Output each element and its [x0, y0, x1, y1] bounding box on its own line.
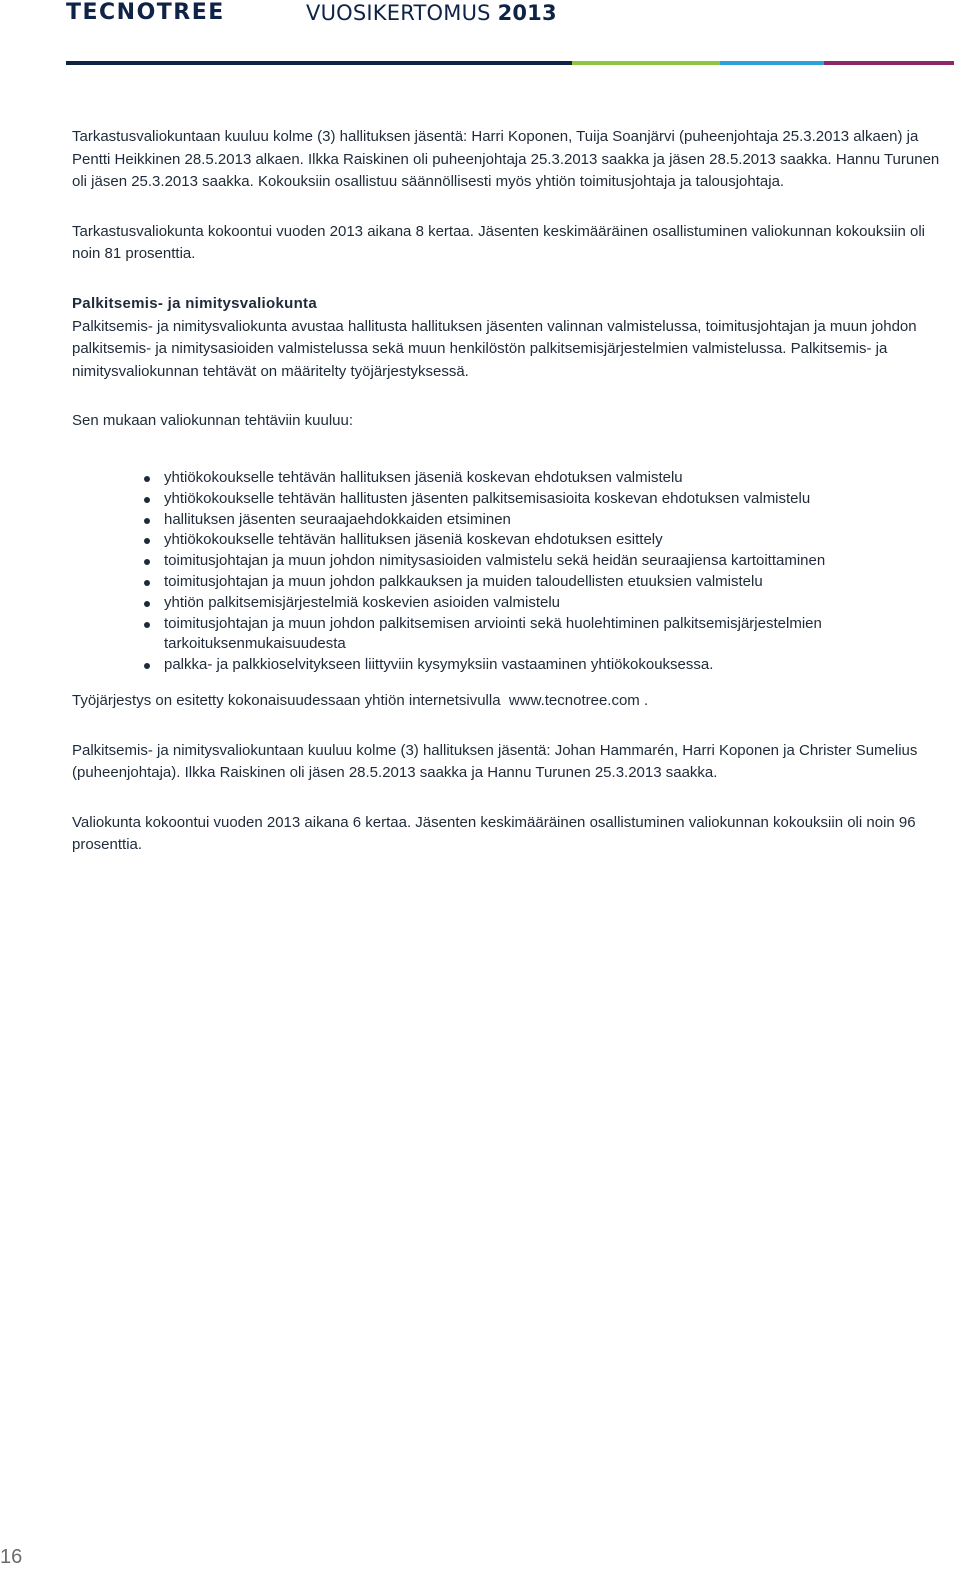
paragraph-rules-of-procedure: [72, 690, 942, 713]
paragraph-remuneration-committee-members: Palkitsemis- ja nimitysvaliokuntaan kuuluu kolme (3) hallituksen jäsentä: Johan Hammarén, Harri Koponen ja Christer Sumelius (puheenjohtaja). Ilkka Raiskinen oli jäsen 28.5.2013 saakka ja Hannu Turunen 25.3.2013 saakka.: [72, 741, 918, 782]
bullet-icon: [144, 559, 150, 565]
header-color-bar: [66, 61, 954, 65]
list-item: [164, 593, 942, 614]
header-bar-green-segment: [572, 61, 720, 65]
rules-text-suffix: .: [643, 691, 649, 709]
bullet-icon: [144, 476, 150, 482]
section-heading: Palkitsemis- ja nimitysvaliokunta: [72, 294, 317, 312]
bullet-icon: [144, 497, 150, 503]
paragraph-remuneration-committee-meetings: Valiokunta kokoontui vuoden 2013 aikana 6 kertaa. Jäsenten keskimääräinen osallistuminen valiokunnan kokouksiin oli noin 96 prosenttia.: [72, 813, 916, 854]
list-item-text: hallituksen jäsenten seuraajaehdokkaiden etsiminen: [164, 510, 511, 528]
list-item: [164, 489, 942, 510]
bullet-icon: [144, 622, 150, 628]
page-header: [66, 0, 954, 70]
list-item: [164, 530, 942, 551]
header-bar-blue-segment: [720, 61, 824, 65]
report-title: [306, 0, 557, 26]
list-item: [164, 572, 942, 593]
main-content: [72, 126, 942, 857]
bullet-icon: [144, 580, 150, 586]
bullet-icon: [144, 518, 150, 524]
list-item: [164, 655, 942, 676]
list-item-text: palkka- ja palkkioselvitykseen liittyviin kysymyksiin vastaaminen yhtiökokouksessa.: [164, 656, 714, 674]
list-item-text: toimitusjohtajan ja muun johdon palkkauksen ja muiden taloudellisten etuuksien valmistelu: [164, 572, 763, 590]
list-item: [164, 510, 942, 531]
report-year: 2013: [497, 1, 557, 25]
report-title-text: VUOSIKERTOMUS: [306, 1, 491, 25]
paragraph-audit-committee-members: Tarkastusvaliokuntaan kuuluu kolme (3) hallituksen jäsentä: Harri Koponen, Tuija Soanjärvi (puheenjohtaja 25.3.2013 alkaen) ja Pentti Heikkinen 28.5.2013 alkaen. Ilkka Raiskinen oli puheenjohtaja 25.3.2013 saakka ja jäsen 28.5.2013 saakka. Hannu Turunen oli jäsen 25.3.2013 saakka. Kokouksiin osallistuu säännöllisesti myös yhtiön toimitusjohtaja ja talousjohtaja.: [72, 128, 940, 191]
paragraph-audit-committee-meetings: Tarkastusvaliokunta kokoontui vuoden 2013 aikana 8 kertaa. Jäsenten keskimääräinen osallistuminen valiokunnan kokouksiin oli noin 81 prosenttia.: [72, 222, 926, 263]
header-bar-navy-segment: [66, 61, 572, 65]
duties-list: [72, 468, 942, 676]
list-item-text: yhtiökokoukselle tehtävän hallitusten jäsenten palkitsemisasioita koskevan ehdotuksen valmistelu: [164, 489, 811, 507]
brand-logo: TECNOTREE: [66, 0, 225, 25]
website-link[interactable]: www.tecnotree.com: [508, 691, 640, 709]
list-item: [164, 468, 942, 489]
header-bar-purple-segment: [824, 61, 954, 65]
paragraph-remuneration-committee-description: Palkitsemis- ja nimitysvaliokunta avustaa hallitusta hallituksen jäsenten valinnan valmistelussa, toimitusjohtajan ja muun johdon palkitsemis- ja nimitysasioiden valmistelussa sekä muun henkilöstön palkitsemisjärjestelmien valmistelussa. Palkitsemis- ja nimitysvaliokunnan tehtävät on määritelty työjärjestyksessä.: [72, 317, 917, 380]
list-item: [164, 551, 942, 572]
list-item-text: yhtiökokoukselle tehtävän hallituksen jäseniä koskevan ehdotuksen valmistelu: [164, 468, 683, 486]
rules-text: Työjärjestys on esitetty kokonaisuudessaan yhtiön internetsivulla: [72, 691, 501, 709]
paragraph-duties-intro: Sen mukaan valiokunnan tehtäviin kuuluu:: [72, 412, 354, 430]
list-item-text: toimitusjohtajan ja muun johdon palkitsemisen arviointi sekä huolehtiminen palkitsemisjärjestelmien tarkoituksenmukaisuudesta: [164, 614, 822, 653]
list-item-text: yhtiön palkitsemisjärjestelmiä koskevien asioiden valmistelu: [164, 593, 561, 611]
bullet-icon: [144, 538, 150, 544]
bullet-icon: [144, 601, 150, 607]
list-item: [164, 614, 942, 656]
page-number: 16: [0, 1546, 23, 1568]
bullet-icon: [144, 663, 150, 669]
list-item-text: toimitusjohtajan ja muun johdon nimitysasioiden valmistelu sekä heidän seuraajiensa kartoittaminen: [164, 552, 826, 570]
list-item-text: yhtiökokoukselle tehtävän hallituksen jäseniä koskevan ehdotuksen esittely: [164, 531, 663, 549]
